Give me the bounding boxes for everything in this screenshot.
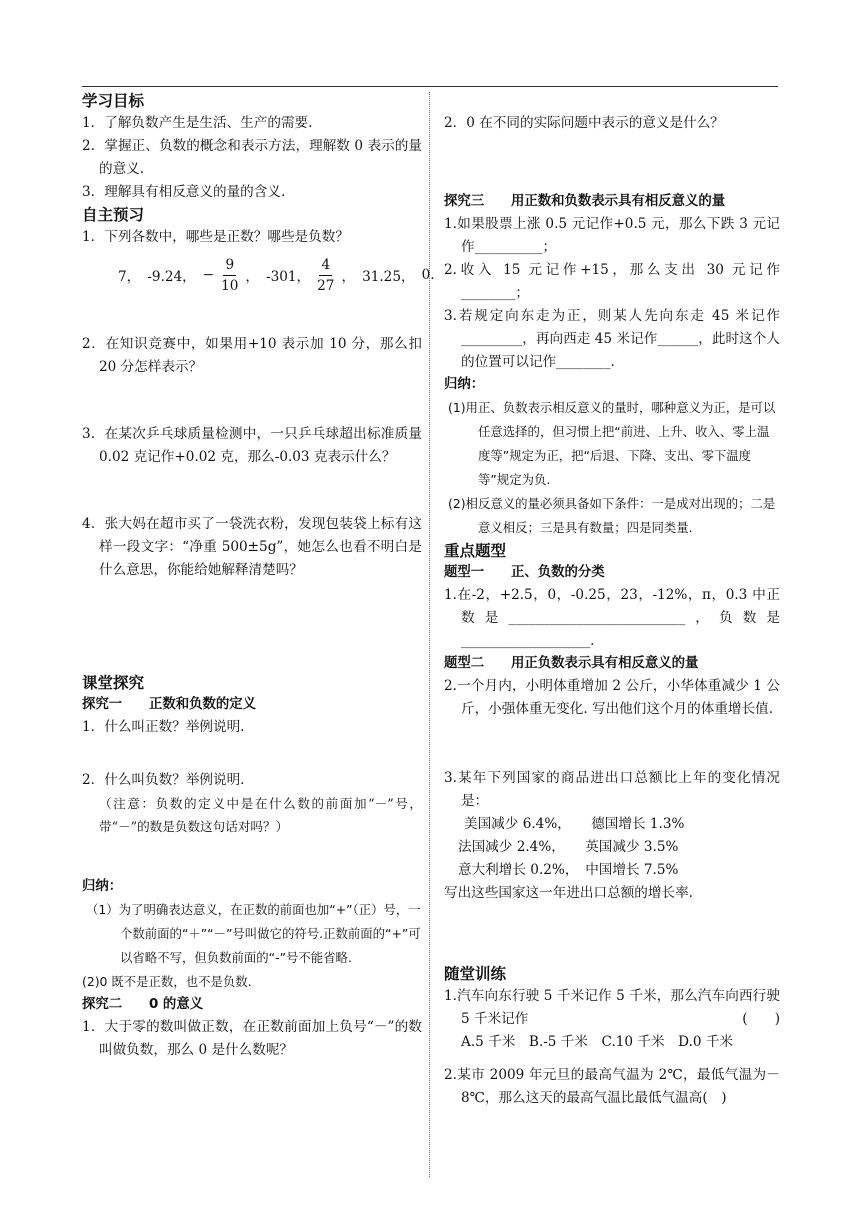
goal-item: 3．理解具有相反意义的量的含义. [82,184,286,200]
left-column [82,90,435,1062]
type2-question-3-end: 写出这些国家这一年进出口总额的增长率. [444,885,694,901]
key-types-heading: 重点题型 [444,542,507,560]
type1-heading: 题型一 正、负数的分类 [444,565,605,580]
explore3-item: 1.如果股票上涨 0.5 元记作+0.5 元，那么下跌 3 元记作__________； [444,216,780,255]
fraction-denominator: 27 [317,277,335,294]
practice-heading: 随堂训练 [444,965,507,983]
country-change-row: 意大利增长 0.2%， 中国增长 7.5% [458,862,679,878]
explore3-item: 3.若规定向东走为正，则某人先向东走 45 米记作_________，再向西走 45 米记作______，此时这个人的位置可以记作________. [444,308,780,370]
number: 7， [118,269,141,285]
explore2-heading: 探究二 0 的意义 [82,997,204,1012]
fraction [317,255,334,296]
goal-item: 1．了解负数产生是生活、生产的需要. [82,115,313,131]
type1-question: 1.在-2，+2.5，0，-0.25，23，-12%，π，0.3 中正数是__________________________，负数是___________________. [444,587,780,649]
number: 31.25， [362,269,415,285]
fraction-numerator: 9 [223,255,236,276]
answer-bracket: ( ) [742,1011,780,1027]
fraction-denominator: 10 [221,277,239,294]
summary2-item: (1)用正、负数表示相反意义的量时，哪种意义为正，是可以任意选择的，但习惯上把“前进、上升、收入、零上温度等”规定为正，把“后退、下降、支出、零下温度等”规定为负. [448,400,776,487]
type2-question-3: 3.某年下列国家的商品进出口总额比上年的变化情况是： [444,770,780,809]
goal-item: 2．掌握正、负数的概念和表示方法，理解数 0 表示的量的意义. [82,138,422,177]
number: -301， [266,269,311,285]
number-list [82,249,435,301]
preview-question-4: 4．张大妈在超市买了一袋洗衣粉，发现包装袋上标有这样一段文字：“净重 500±5g”，她怎么也看不明白是什么意思，你能给她解释清楚吗？ [82,516,422,578]
explore2-question-1: 1．大于零的数叫做正数，在正数前面加上负号“－”的数叫做负数，那么 0 是什么数呢？ [82,1019,422,1058]
number: -9.24， [147,269,196,285]
practice-question-1 [444,985,780,1031]
minus-sign: − [202,267,215,283]
type2-heading: 题型二 用正负数表示具有相反意义的量 [444,656,699,671]
explore1-question-1: 1．什么叫正数？举例说明. [82,719,245,735]
preview-question-2: 2．在知识竞赛中，如果用+10 表示加 10 分，那么扣 20 分怎样表示？ [82,336,422,375]
column-divider [429,92,430,1177]
country-change-row: 法国减少 2.4%， 英国减少 3.5% [458,839,679,855]
number: 0. [421,267,435,283]
summary1-heading: 归纳： [82,879,123,894]
summary2-item: (2)相反意义的量必须具备如下条件：一是成对出现的；二是意义相反；三是具有数量；四是同类量. [448,496,776,535]
practice-question-2: 2.某市 2009 年元旦的最高气温为 2℃，最低气温为－8℃，那么这天的最高气温比最低气温高( ) [444,1067,780,1106]
explore1-question-2: 2．什么叫负数？举例说明. [82,772,245,788]
fraction-numerator: 4 [319,255,332,276]
explore1-heading: 探究一 正数和负数的定义 [82,697,257,712]
practice-question-1-options: A.5 千米 B.-5 千米 C.10 千米 D.0 千米 [461,1034,734,1050]
goals-heading: 学习目标 [82,92,145,110]
practice-question-1-text: 1.汽车向东行驶 5 千米记作 5 千米，那么汽车向西行驶 5 千米记作 [444,988,780,1027]
explore2-question-2: 2．0 在不同的实际问题中表示的意义是什么？ [444,115,724,131]
type2-question-2: 2.一个月内，小明体重增加 2 公斤，小华体重减少 1 公斤，小强体重无变化. 写出他们这个月的体重增长值. [444,678,780,717]
preview-heading: 自主预习 [82,206,145,224]
number: ， [341,269,356,285]
right-column [444,90,780,1110]
summary1-item: （1）为了明确表达意义，在正数的前面也加“+”（正）号，一个数前面的“＋”“－”号叫做它的符号.正数前面的“+”可以省略不写，但负数前面的“-”号不能省略. [86,902,421,965]
explore3-heading: 探究三 用正数和负数表示具有相反意义的量 [444,194,726,209]
explore1-note: （注意：负数的定义中是在什么数的前面加“－”号，带“－”的数是负数这句话对吗？） [99,796,422,834]
summary1-item: (2)0 既不是正数，也不是负数. [82,974,252,989]
explore3-item: 2.收入 15 元记作+15，那么支出 30 元记作________； [444,262,780,301]
top-rule [82,86,778,87]
preview-question-1: 1．下列各数中，哪些是正数？哪些是负数？ [82,229,349,245]
preview-question-3: 3．在某次乒乓球质量检测中，一只乒乓球超出标准质量 0.02 克记作+0.02 克，那么-0.03 克表示什么？ [82,426,422,465]
class-explore-heading: 课堂探究 [82,674,145,692]
country-change-row: 美国减少 6.4%， 德国增长 1.3% [464,816,685,832]
summary2-heading: 归纳： [444,377,485,392]
number: ， [245,269,260,285]
fraction [221,255,238,296]
